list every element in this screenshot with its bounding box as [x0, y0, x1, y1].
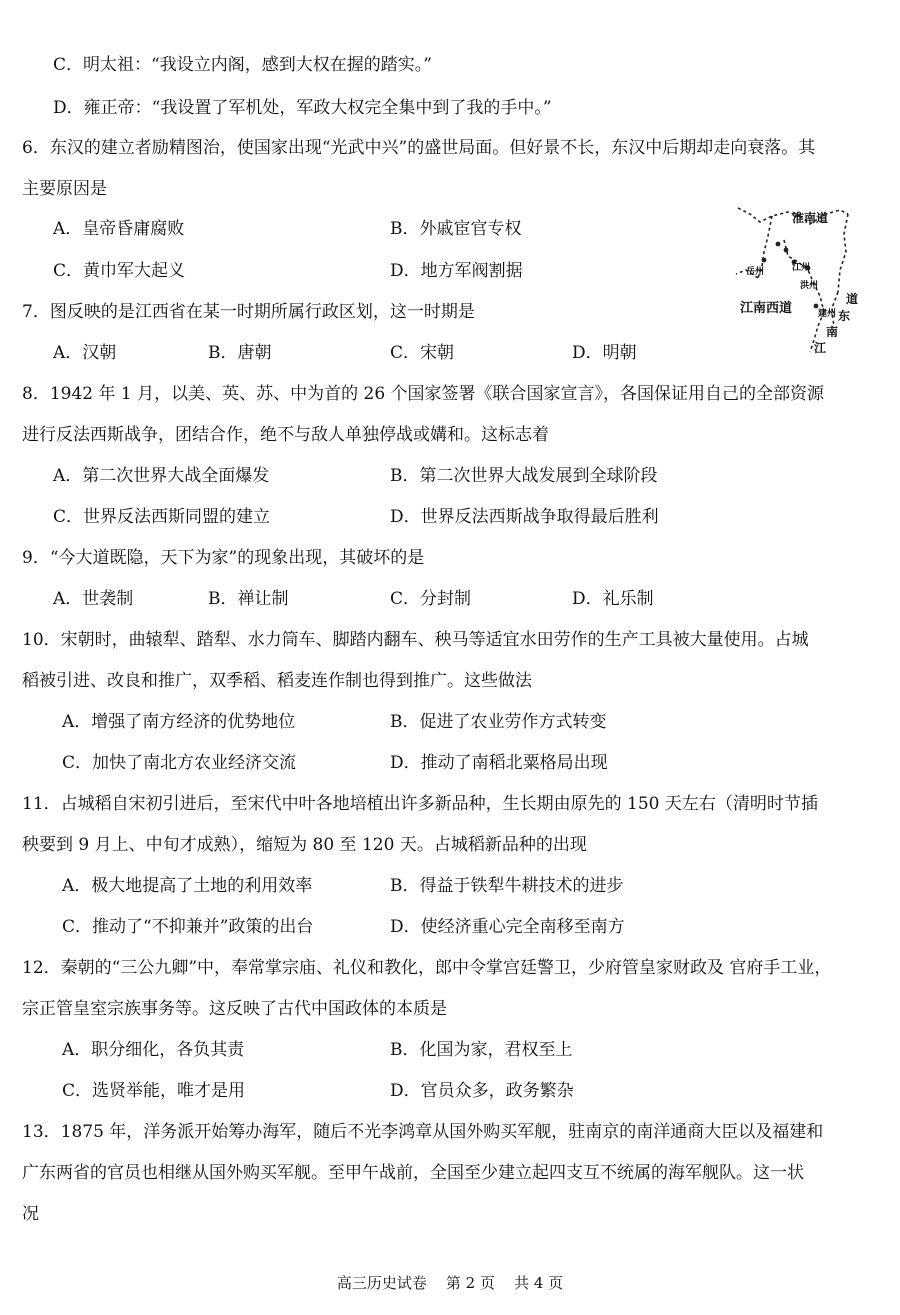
- q11-option-d: D．使经济重心完全南移至南方: [390, 917, 625, 937]
- q12-stem-line1: 12．秦朝的“三公九卿”中，奉常掌宗庙、礼仪和教化，郎中令掌宫廷警卫，少府管皇家财政及 官府手工业，: [22, 958, 832, 978]
- q7-option-b: B．唐朝: [208, 343, 272, 363]
- map-label-yuezhou: 岳州: [746, 267, 765, 277]
- map-city-dot: [762, 258, 767, 263]
- map-label-nan: 南: [826, 325, 839, 339]
- q9-stem-line1: 9．“今大道既隐，天下为家”的现象出现，其破坏的是: [22, 548, 425, 568]
- q7-option-a: A．汉朝: [53, 343, 117, 363]
- q11-stem-line1: 11．占城稻自宋初引进后，至宋代中叶各地培植出许多新品种，生长期由原先的 150 天左右（清明时节插: [22, 794, 818, 814]
- q10-stem-line2: 稻被引进、改良和推广，双季稻、稻麦连作制也得到推广。这些做法: [22, 671, 532, 691]
- q12-option-c: C．选贤举能，唯才是用: [62, 1081, 246, 1101]
- q9-option-b: B．禅让制: [208, 589, 289, 609]
- q9-option-d: D．礼乐制: [572, 589, 654, 609]
- map-city-dot: [776, 242, 781, 247]
- map-city-dot: [784, 248, 789, 253]
- q13-stem-line2: 广东两省的官员也相继从国外购买军舰。至甲午战前，全国至少建立起四支互不统属的海军舰队。这一状: [22, 1163, 804, 1183]
- q13-stem-line1: 13．1875 年，洋务派开始筹办海军，随后不光李鸿章从国外购买军舰，驻南京的南洋通商大臣以及福建和: [22, 1122, 824, 1142]
- q6-option-a: A．皇帝昏庸腐败: [53, 219, 185, 239]
- q8-stem-line1: 8．1942 年 1 月，以美、英、苏、中为首的 26 个国家签署《联合国家宣言》，各国保证用自己的全部资源: [22, 384, 825, 404]
- q8-option-d: D．世界反法西斯战争取得最后胜利: [390, 507, 659, 527]
- q10-option-d: D．推动了南稻北粟格局出现: [390, 753, 608, 773]
- q11-option-b: B．得益于铁犁牛耕技术的进步: [390, 876, 624, 896]
- q12-option-a: A．职分细化，各负其责: [62, 1040, 245, 1060]
- map-label-dong: 东: [838, 309, 851, 323]
- q7-option-c: C．宋朝: [390, 343, 455, 363]
- q8-stem-line2: 进行反法西斯战争，团结合作，绝不与敌人单独停战或媾和。这标志着: [22, 425, 549, 445]
- q6-option-d: D．地方军阀割据: [390, 261, 523, 281]
- map-label-jiangnanxi: 江南西道: [740, 301, 793, 316]
- q11-option-c: C．推动了“不抑兼并”政策的出台: [62, 917, 314, 937]
- q12-option-d: D．官员众多，政务繁杂: [390, 1081, 574, 1101]
- map-label-huainan: 淮南道: [792, 211, 829, 225]
- q6-stem-line2: 主要原因是: [22, 179, 107, 199]
- q6-stem-line1: 6．东汉的建立者励精图治，使国家出现“光武中兴”的盛世局面。但好景不长，东汉中后期却走向衰落。其: [22, 138, 816, 158]
- map-label-jianzhou: 建州: [818, 309, 837, 319]
- q5-option-c: C．明太祖：“我设立内阁，感到大权在握的踏实。”: [53, 55, 432, 75]
- map-label-jiangzhou: 江州: [792, 263, 811, 273]
- q11-stem-line2: 秧要到 9 月上、中旬才成熟），缩短为 80 至 120 天。占城稻新品种的出现: [22, 835, 587, 855]
- q10-option-c: C．加快了南北方农业经济交流: [62, 753, 297, 773]
- q5-option-d: D．雍正帝：“我设置了军机处，军政大权完全集中到了我的手中。”: [53, 98, 552, 118]
- q7-stem-line1: 7．图反映的是江西省在某一时期所属行政区划，这一时期是: [22, 302, 475, 322]
- q8-option-a: A．第二次世界大战全面爆发: [53, 466, 270, 486]
- q10-stem-line1: 10．宋朝时，曲辕犁、踏犁、水力筒车、脚踏内翻车、秧马等适宜水田劳作的生产工具被大量使用。占城: [22, 630, 809, 650]
- map-city-dot: [814, 304, 819, 309]
- q8-option-c: C．世界反法西斯同盟的建立: [53, 507, 271, 527]
- q7-option-d: D．明朝: [572, 343, 637, 363]
- map-label-jiang: 江: [814, 341, 827, 355]
- q6-option-c: C．黄巾军大起义: [53, 261, 186, 281]
- map-label-hongzhou: 洪州: [800, 281, 819, 291]
- page-footer: 高三历史试卷 第 2 页 共 4 页: [336, 1274, 564, 1292]
- q10-option-b: B．促进了农业劳作方式转变: [390, 712, 607, 732]
- q9-option-c: C．分封制: [390, 589, 472, 609]
- q6-option-b: B．外戚宦官专权: [390, 219, 522, 239]
- q7-map-figure: [728, 200, 870, 358]
- q8-option-b: B．第二次世界大战发展到全球阶段: [390, 466, 658, 486]
- map-label-dao: 道: [846, 292, 859, 306]
- q12-stem-line2: 宗正管皇室宗族事务等。这反映了古代中国政体的本质是: [22, 999, 447, 1019]
- q12-option-b: B．化国为家，君权至上: [390, 1040, 573, 1060]
- q13-stem-line3: 况: [22, 1204, 39, 1224]
- q11-option-a: A．极大地提高了土地的利用效率: [62, 876, 313, 896]
- q10-option-a: A．增强了南方经济的优势地位: [62, 712, 296, 732]
- q9-option-a: A．世袭制: [53, 589, 134, 609]
